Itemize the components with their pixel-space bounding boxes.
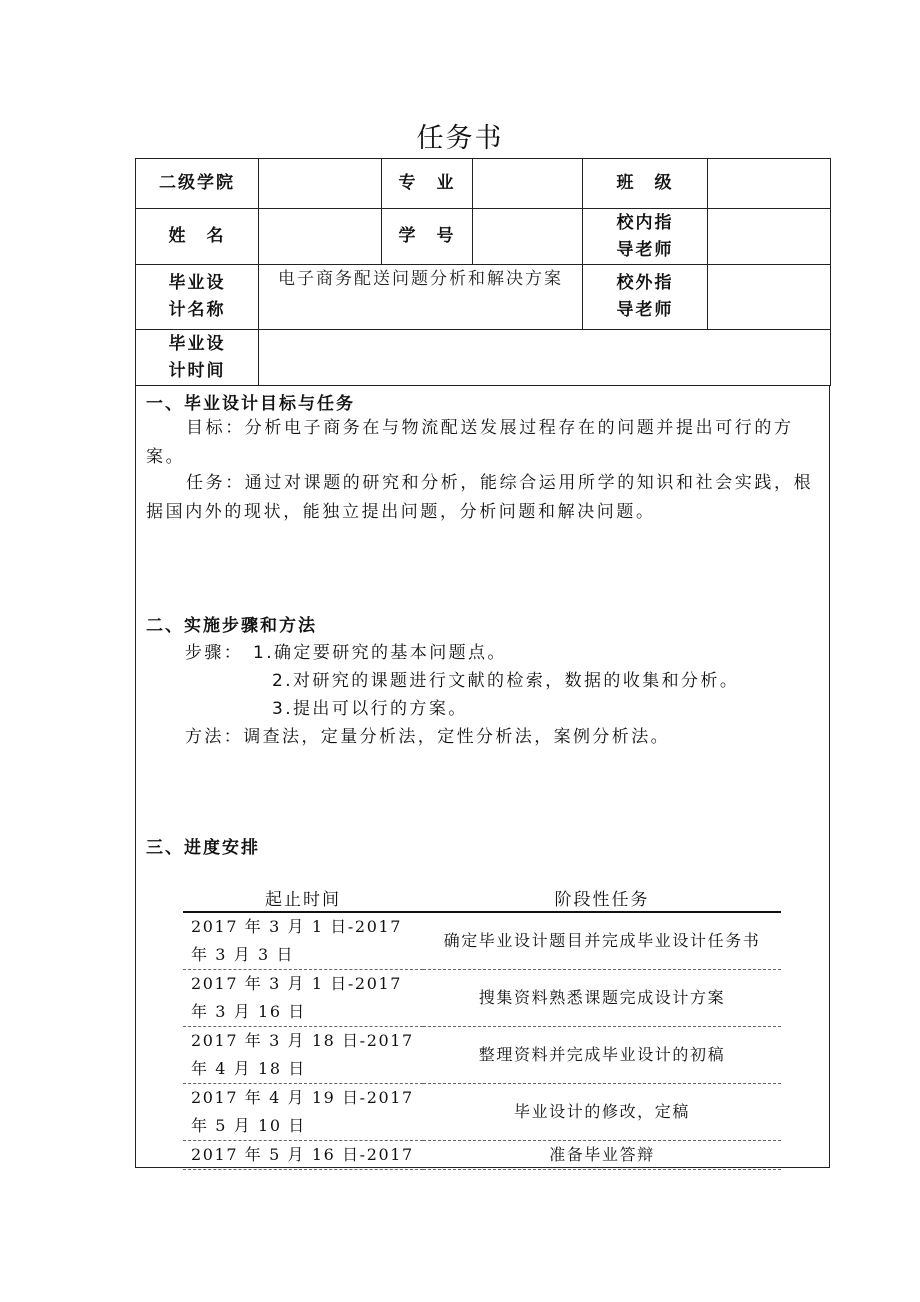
section1-goal: 目标：分析电子商务在与物流配送发展过程存在的问题并提出可行的方案。 xyxy=(146,418,794,467)
name-label: 姓 名 xyxy=(136,209,259,265)
project-time-label: 毕业设计时间 xyxy=(136,330,259,386)
section2-heading: 二、实施步骤和方法 xyxy=(146,616,317,636)
step-1: 1.确定要研究的基本问题点。 xyxy=(253,643,507,663)
student-id-label: 学 号 xyxy=(382,209,473,265)
row-task: 确定毕业设计题目并完成毕业设计任务书 xyxy=(423,912,781,970)
major-label: 专 业 xyxy=(382,159,473,209)
table-row xyxy=(183,1141,781,1170)
inner-advisor-label: 校内指导老师 xyxy=(583,209,708,265)
document-title: 任务书 xyxy=(416,123,504,154)
project-name-label: 毕业设计名称 xyxy=(136,265,259,330)
inner-advisor-field[interactable] xyxy=(708,209,831,265)
col-header-time: 起止时间 xyxy=(183,883,423,912)
name-field[interactable] xyxy=(259,209,382,265)
col-header-task: 阶段性任务 xyxy=(423,883,781,912)
table-row xyxy=(183,1027,781,1084)
schedule-table xyxy=(183,883,781,1170)
section3-heading: 三、进度安排 xyxy=(146,838,260,858)
project-time-field[interactable] xyxy=(259,330,831,386)
row-time: 2017 年 5 月 16 日-2017 xyxy=(183,1141,423,1170)
major-field[interactable] xyxy=(473,159,583,209)
table-row xyxy=(183,970,781,1027)
info-form-table xyxy=(135,158,831,386)
row-time: 2017 年 3 月 1 日-2017 年 3 月 3 日 xyxy=(183,912,423,970)
project-name-field[interactable]: 电子商务配送问题分析和解决方案 xyxy=(259,265,583,330)
row-time: 2017 年 4 月 19 日-2017 年 5 月 10 日 xyxy=(183,1084,423,1141)
row-time: 2017 年 3 月 1 日-2017 年 3 月 16 日 xyxy=(183,970,423,1027)
class-field[interactable] xyxy=(708,159,831,209)
row-task: 整理资料并完成毕业设计的初稿 xyxy=(423,1027,781,1084)
college-label: 二级学院 xyxy=(136,159,259,209)
student-id-field[interactable] xyxy=(473,209,583,265)
class-label: 班 级 xyxy=(583,159,708,209)
row-task: 准备毕业答辩 xyxy=(423,1141,781,1170)
section1-heading: 一、毕业设计目标与任务 xyxy=(146,394,355,414)
table-row xyxy=(183,1084,781,1141)
row-task: 毕业设计的修改，定稿 xyxy=(423,1084,781,1141)
college-field[interactable] xyxy=(259,159,382,209)
row-task: 搜集资料熟悉课题完成设计方案 xyxy=(423,970,781,1027)
method-text: 方法：调查法，定量分析法，定性分析法，案例分析法。 xyxy=(185,727,670,747)
section1-task: 任务：通过对课题的研究和分析，能综合运用所学的知识和社会实践，根据国内外的现状，能独立提出问题，分析问题和解决问题。 xyxy=(146,473,814,522)
row-time: 2017 年 3 月 18 日-2017 年 4 月 18 日 xyxy=(183,1027,423,1084)
task-content-box xyxy=(135,385,830,1168)
table-row xyxy=(183,912,781,970)
step-2: 2.对研究的课题进行文献的检索，数据的收集和分析。 xyxy=(272,671,740,691)
steps-label: 步骤： xyxy=(185,643,244,663)
outer-advisor-label: 校外指导老师 xyxy=(583,265,708,330)
outer-advisor-field[interactable] xyxy=(708,265,831,330)
step-3: 3.提出可以行的方案。 xyxy=(272,699,468,719)
